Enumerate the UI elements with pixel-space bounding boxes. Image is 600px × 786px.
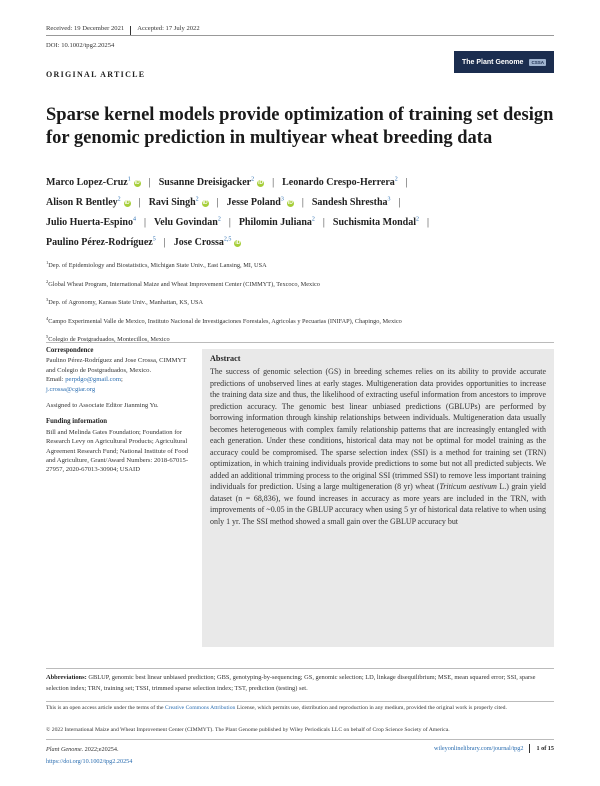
page-number: 1 of 15 [536,745,554,752]
author[interactable]: Sandesh Shrestha$^3$ [311,197,391,209]
dates-line [46,25,200,34]
journal-logo [454,51,554,73]
divider [46,342,554,343]
divider [130,26,131,35]
funding-heading: Funding information [46,418,107,426]
affiliation: $^4$Campo Experimental Valle de Mexico, Instituto Nacional de Investigaciones Forestales, Agricolas y Pecuarias (INIFAP), Chapingo, Mexico [46,315,402,325]
author[interactable]: Suchismita Mondal$^2$ [332,217,419,229]
society-logo: CSSA [531,59,544,65]
abstract-text: The success of genomic selection (GS) in breeding schemes relies on its ability to provide accurate predictions of unobserved lines at early stages. Multigeneration data provides opportunities to increase the training data size and thus, the likelihood of extracting useful information from ancestors to improve prediction accuracy. The genomic best linear unbiased predictions (GBLUPs) are performed by borrowing information through kinship relationships between individuals. Multigeneration data usually becomes heterogeneous with complex family relationship patterns that are increasingly entangled with each generation. Under these conditions, historical data may not be optimal for model training as the accuracy could be compromised. The sparse selection index (SSI) is a method for training set (TRN) optimization, in which training individuals provide predictions to some but not all predicted subjects. We added an additional trimming process to the original SSI (trimmed SSI) to remove less important training individuals for prediction. Using a large multigeneration (8 yr) wheat (Triticum aestivum L.) grain yield dataset (n = 68,836), we found increases in accuracy as more years are included in the TRN, with improvements of ~0.05 in the GBLUP accuracy when using 5 yr of historical data relative to when using only 1 yr. The SSI method showed a small gain over the GBLUP accuracy but [210,367,546,526]
journal-name: The Plant Genome [462,58,524,66]
author[interactable]: Ravi Singh$^2$iD [148,197,208,209]
email-link[interactable]: perpdgo@gmail.com [65,376,121,384]
footer-right [434,744,554,753]
orcid-icon[interactable]: iD [124,200,130,207]
doi: DOI: 10.1002/tpg2.20254 [46,42,115,49]
doi-link[interactable]: https://doi.org/10.1002/tpg2.20254 [46,757,133,765]
author[interactable]: Susanne Dreisigacker$^2$iD [158,177,264,189]
license-note: This is an open access article under the terms of the Creative Commons Attribution License, which permits use, distribution and reproduction in any medium, provided the original work is properly cited. [46,705,507,711]
editor-note: Assigned to Associate Editor Jianming Yu. [46,402,159,410]
correspondence-heading: Correspondence [46,347,94,354]
author[interactable]: Jesse Poland$^3$iD [226,197,293,209]
abstract-heading: Abstract [210,354,241,363]
author[interactable]: Philomin Juliana$^2$ [238,217,315,229]
correspondence-text: Paulino Pérez-Rodríguez and Jose Crossa, CIMMYT and Colegio de Postgraduados, Mexico. [46,357,187,374]
funding-block [46,417,194,474]
orcid-icon[interactable]: iD [134,180,140,187]
affiliation: $^3$Dep. of Agronomy, Kansas State Univ., Manhattan, KS, USA [46,297,204,307]
affiliation: $^2$Global Wheat Program, International Maize and Wheat Improvement Center (CIMMYT), Texcoco, Mexico [46,278,320,288]
footer-citation: Plant Genome. 2022;e20254. https://doi.org/10.1002/tpg2.20254 [46,744,132,767]
author[interactable]: Paulino Pérez-Rodríguez$^5$ [46,237,156,249]
author[interactable]: Jose Crossa$^{2,5}$iD [173,237,241,249]
orcid-icon[interactable]: iD [235,240,241,247]
author-row: Julio Huerta-Espino$^4$ | Velu Govindan$^2$ | Philomin Juliana$^2$ | Suchismita Mondal$^2$ | [46,217,430,229]
section-label: ORIGINAL ARTICLE [46,70,146,79]
divider [46,739,554,740]
divider [46,668,554,669]
funding-text: Bill and Melinda Gates Foundation; Foundation for Research Levy on Agricultural Products; Agricultural Agreement Research Fund; National Institute of Food and Agriculture, Grant/Award Numbers: 2018-67015-27957, 2020-67013-30904; USAID [46,428,189,474]
affiliations [46,255,402,348]
license-link[interactable]: Creative Commons Attribution [164,705,236,711]
author[interactable]: Alison R Bentley$^2$iD [46,197,130,209]
author[interactable]: Marco Lopez-Cruz$^1$iD [46,177,140,189]
sidebar-info [46,346,194,482]
author-row: Alison R Bentley$^2$iD | Ravi Singh$^2$iD | Jesse Poland$^3$iD | Sandesh Shrestha$^3$ | [46,197,401,209]
divider [46,35,554,36]
correspondence-block: Correspondence Paulino Pérez-Rodríguez and Jose Crossa, CIMMYT and Colegio de Postgraduados, Mexico. Email: perpdgo@gmail.com; j.crossa@cgiar.org [46,346,194,394]
author[interactable]: Velu Govindan$^2$ [153,217,221,229]
author-list [46,172,556,252]
divider [46,701,554,702]
journal-site-link[interactable]: wileyonlinelibrary.com/journal/tpg2 [434,745,524,752]
orcid-icon[interactable]: iD [287,200,293,207]
orcid-icon[interactable]: iD [202,200,208,207]
affiliation: $^1$Dep. of Epidemiology and Biostatistics, Michigan State Univ., East Lansing, MI, USA [46,260,267,270]
accepted-date: Accepted: 17 July 2022 [137,25,200,32]
received-date: Received: 19 December 2021 [46,25,125,32]
orcid-icon[interactable]: iD [258,180,264,187]
abbreviations: Abbreviations: GBLUP, genomic best linear unbiased prediction; GBS, genotyping-by-sequencing; GS, genomic selection; LD, linkage disequilibrium; MSE, mean squared error; SSI, sparse selection index; TRN, training set; TSSI, trimmed sparse selection index; TST, prediction (testing) set. [46,674,536,692]
divider [529,744,530,753]
article-title: Sparse kernel models provide optimization of training set design for genomic prediction in multiyear wheat breeding data [46,105,554,148]
affiliation: $^5$Colegio de Postgraduados, Montecillos, Mexico [46,334,170,344]
author[interactable]: Julio Huerta-Espino$^4$ [46,217,136,229]
email-link[interactable]: j.crossa@cgiar.org [46,385,96,393]
author-row: Marco Lopez-Cruz$^1$iD | Susanne Dreisigacker$^2$iD | Leonardo Crespo-Herrera$^2$ | [46,177,408,189]
author-row: Paulino Pérez-Rodríguez$^5$ | Jose Crossa$^{2,5}$iD [46,237,241,249]
copyright: © 2022 International Maize and Wheat Improvement Center (CIMMYT). The Plant Genome published by Wiley Periodicals LLC on behalf of Crop Science Society of America. [46,727,450,733]
author[interactable]: Leonardo Crespo-Herrera$^2$ [282,177,398,189]
abstract-box [202,349,554,647]
